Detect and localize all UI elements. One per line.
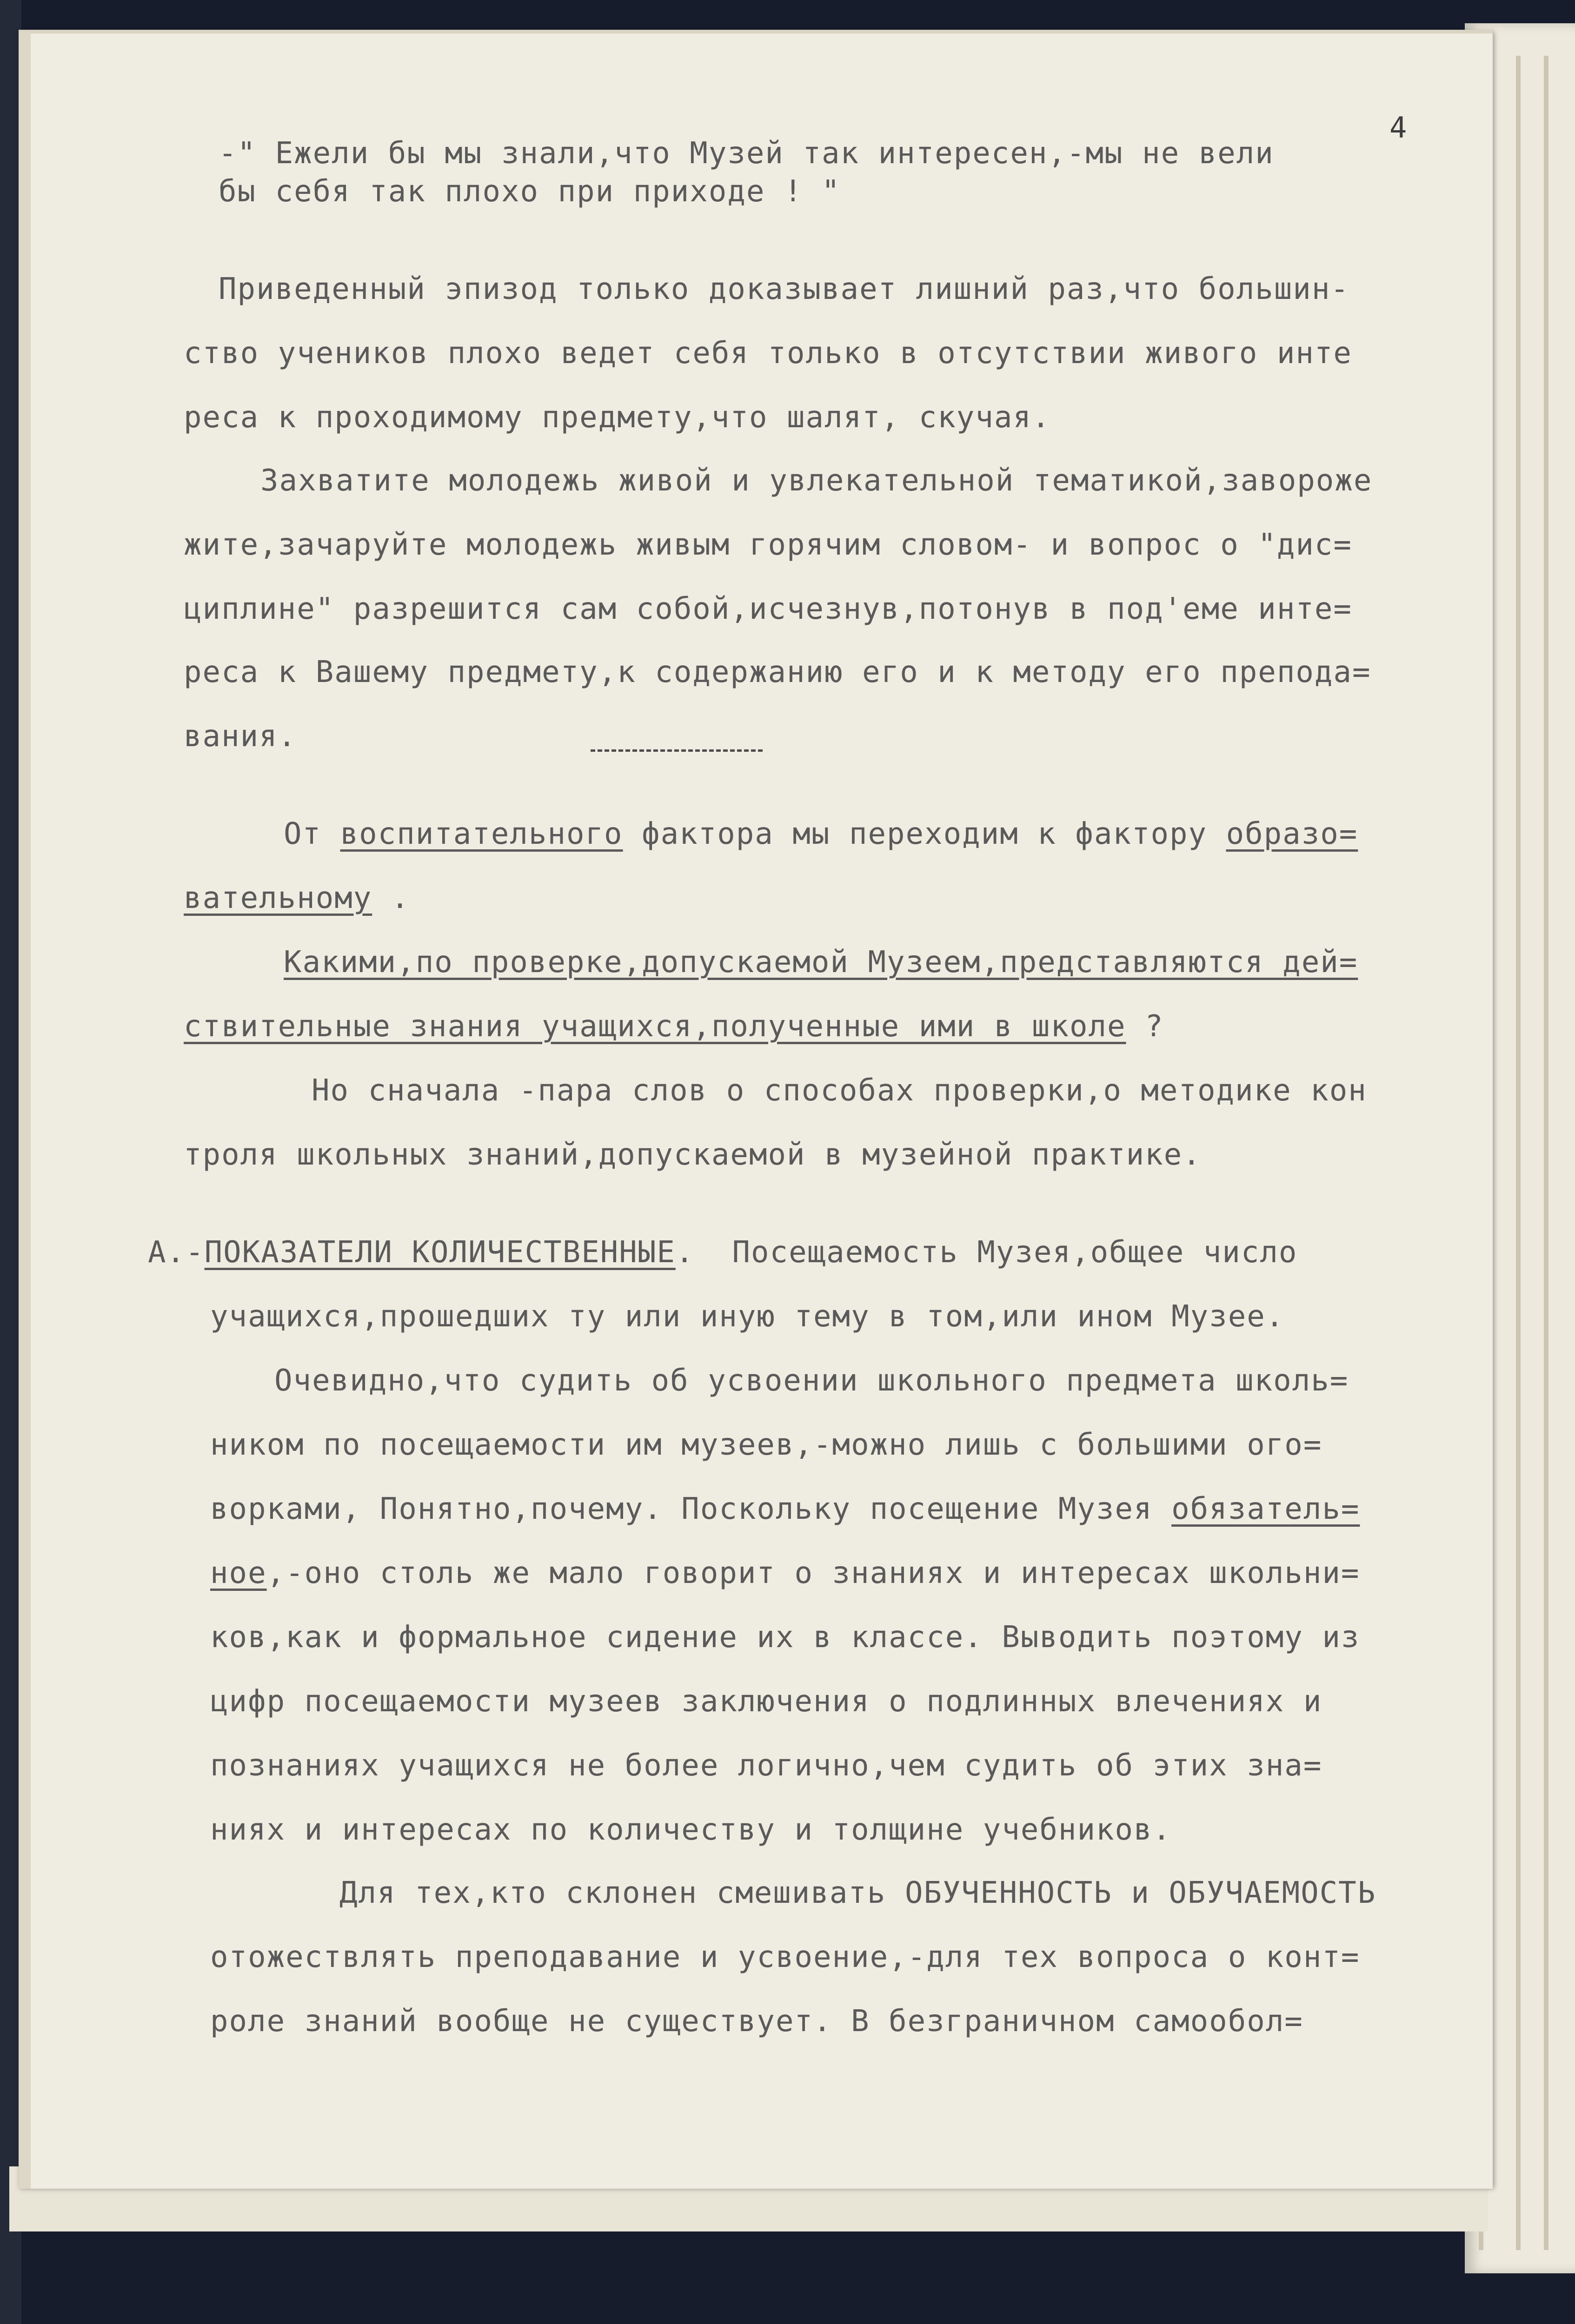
section-heading: ПОКАЗАТЕЛИ КОЛИЧЕСТВЕННЫЕ: [204, 1235, 676, 1270]
text-line: Для тех,кто склонен смешивать ОБУЧЕННОСТЬ и ОБУЧАЕМОСТЬ: [339, 1876, 1376, 1910]
text-segment: фактора мы переходим к фактору: [623, 817, 1226, 851]
underlined-word: ное: [210, 1556, 267, 1590]
text-line: ником по посещаемости им музеев,-можно лишь с большими ого=: [210, 1428, 1322, 1462]
text-line: циплине" разрешится сам собой,исчезнув,потонув в под'еме инте=: [184, 592, 1352, 626]
text-line: жите,зачаруйте молодежь живым горячим словом- и вопрос о "дис=: [184, 528, 1352, 562]
text-line: -" Ежели бы мы знали,что Музей так интересен,-мы не вели: [219, 136, 1274, 171]
text-line: вания.: [184, 719, 297, 754]
text-line: Но сначала -пара слов о способах проверки,о методике кон: [312, 1073, 1367, 1108]
text-segment: ?: [1126, 1009, 1164, 1044]
text-line: [184, 1009, 1164, 1044]
text-segment: .: [372, 881, 410, 915]
page-top-edge: [19, 30, 1493, 33]
text-segment: . Посещаемость Музея,общее число: [675, 1235, 1298, 1270]
text-line: троля школьных знаний,допускаемой в музейной практике.: [184, 1138, 1202, 1172]
text-line: цифр посещаемости музеев заключения о подлинных влечениях и: [210, 1684, 1322, 1719]
text-line: бы себя так плохо при приходе ! ": [219, 174, 841, 209]
text-segment: ворками, Понятно,почему. Поскольку посещение Музея: [210, 1492, 1172, 1526]
text-segment: От: [284, 817, 340, 851]
page-edge: [1516, 56, 1521, 2250]
underlined-question: Какими,по проверке,допускаемой Музеем,представляются дей=: [284, 945, 1358, 980]
text-line: [210, 1494, 1360, 1524]
text-line: [284, 819, 1358, 849]
text-line: реса к проходимому предмету,что шалят, скучая.: [184, 400, 1051, 435]
page-edge: [1544, 56, 1548, 2250]
text-line: реса к Вашему предмету,к содержанию его и к методу его препода=: [184, 655, 1371, 689]
page-number: 4: [1389, 111, 1407, 145]
text-line: [284, 945, 1358, 980]
section-letter: А.-: [148, 1235, 205, 1270]
section-separator: [591, 749, 763, 752]
text-line: [148, 1235, 1298, 1270]
underlined-phrase: воспитательного: [340, 817, 623, 851]
text-line: Очевидно,что судить об усвоении школьного предмета школь=: [274, 1364, 1349, 1398]
text-line: ниях и интересах по количеству и толщине учебников.: [210, 1813, 1172, 1847]
text-segment: ,-оно столь же мало говорит о знаниях и интересах школьни=: [266, 1556, 1360, 1590]
text-line: [210, 1558, 1360, 1588]
text-line: [184, 883, 410, 913]
underlined-phrase: вательному: [184, 881, 372, 915]
text-line: Приведенный эпизод только доказывает лишний раз,что большин-: [219, 272, 1349, 306]
text-line: Захватите молодежь живой и увлекательной тематикой,завороже: [260, 463, 1373, 498]
underlined-phrase: образо=: [1226, 817, 1358, 851]
underlined-word: обязатель=: [1171, 1492, 1360, 1526]
text-line: ков,как и формальное сидение их в классе. Выводить поэтому из: [210, 1620, 1360, 1655]
binding-edge: [19, 32, 31, 2189]
text-line: учащихся,прошедших ту или иную тему в том,или ином Музее.: [210, 1299, 1285, 1334]
underlined-question: ствительные знания учащихся,полученные ими в школе: [184, 1009, 1126, 1044]
text-line: отожествлять преподавание и усвоение,-для тех вопроса о конт=: [210, 1940, 1360, 1974]
text-line: ство учеников плохо ведет себя только в отсутствии живого инте: [184, 336, 1352, 371]
text-line: познаниях учащихся не более логично,чем судить об этих зна=: [210, 1748, 1322, 1783]
text-line: роле знаний вообще не существует. В безграничном самообол=: [210, 2004, 1303, 2039]
